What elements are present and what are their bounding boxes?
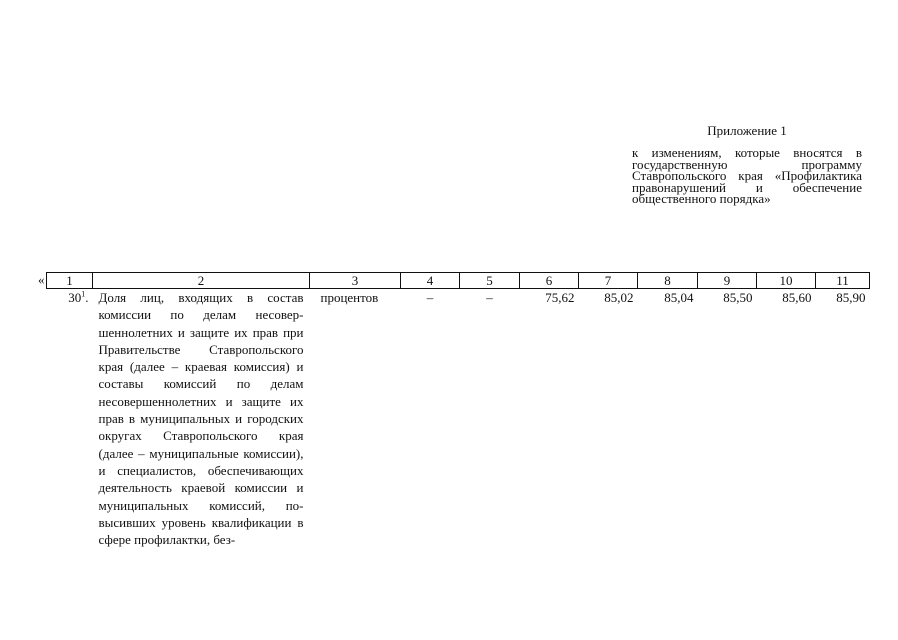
appendix-title: Приложение 1 (707, 123, 787, 138)
header-col-2: 2 (93, 273, 310, 289)
row-description: Доля лиц, входящих в состав комиссии по делам несовершеннолетних и защите их прав при Правительстве Ставропольского края (далее – краевая комиссия) и составы комиссий по делам несовершеннолетних и защите их прав в муниципальных и городских округах Ставропольского края (далее – муниципальные комиссии), и специалистов, обеспечивающих деятельность краевой комиссии и муниципальных комиссий, повысивших уровень квалификации в сфере профилактки, без- (98, 290, 304, 548)
indicators-table (46, 272, 870, 548)
row-col-8: 85,04 (664, 290, 694, 305)
row-col-10: 85,60 (782, 290, 812, 305)
row-number-superscript: 1 (81, 289, 86, 299)
header-col-6: 6 (520, 273, 579, 289)
opening-quote-mark: « (38, 272, 45, 287)
row-number-suffix: . (85, 290, 89, 305)
row-col-7: 85,02 (604, 290, 634, 305)
header-col-1: 1 (47, 273, 93, 289)
row-col-5: – (486, 290, 493, 305)
row-number-main: 30 (68, 290, 82, 305)
header-col-7: 7 (579, 273, 638, 289)
row-col-11: 85,90 (836, 290, 866, 305)
header-col-5: 5 (460, 273, 520, 289)
header-col-3: 3 (310, 273, 401, 289)
row-col-4: – (426, 290, 434, 305)
header-col-11: 11 (816, 273, 870, 289)
header-row (47, 273, 870, 289)
row-number (47, 289, 93, 549)
header-col-8: 8 (638, 273, 698, 289)
header-col-9: 9 (698, 273, 757, 289)
row-col-9: 85,50 (723, 290, 753, 305)
row-col-6: 75,62 (545, 290, 575, 305)
header-col-10: 10 (757, 273, 816, 289)
appendix-text: к изменениям, которые вносятся в государственную программу Ставропольского края «Профилактика правонарушений и обеспечение общественного порядка» (632, 145, 862, 206)
row-unit: процентов (320, 290, 379, 305)
appendix-block (632, 123, 862, 205)
table-row (47, 289, 870, 549)
header-col-4: 4 (401, 273, 460, 289)
